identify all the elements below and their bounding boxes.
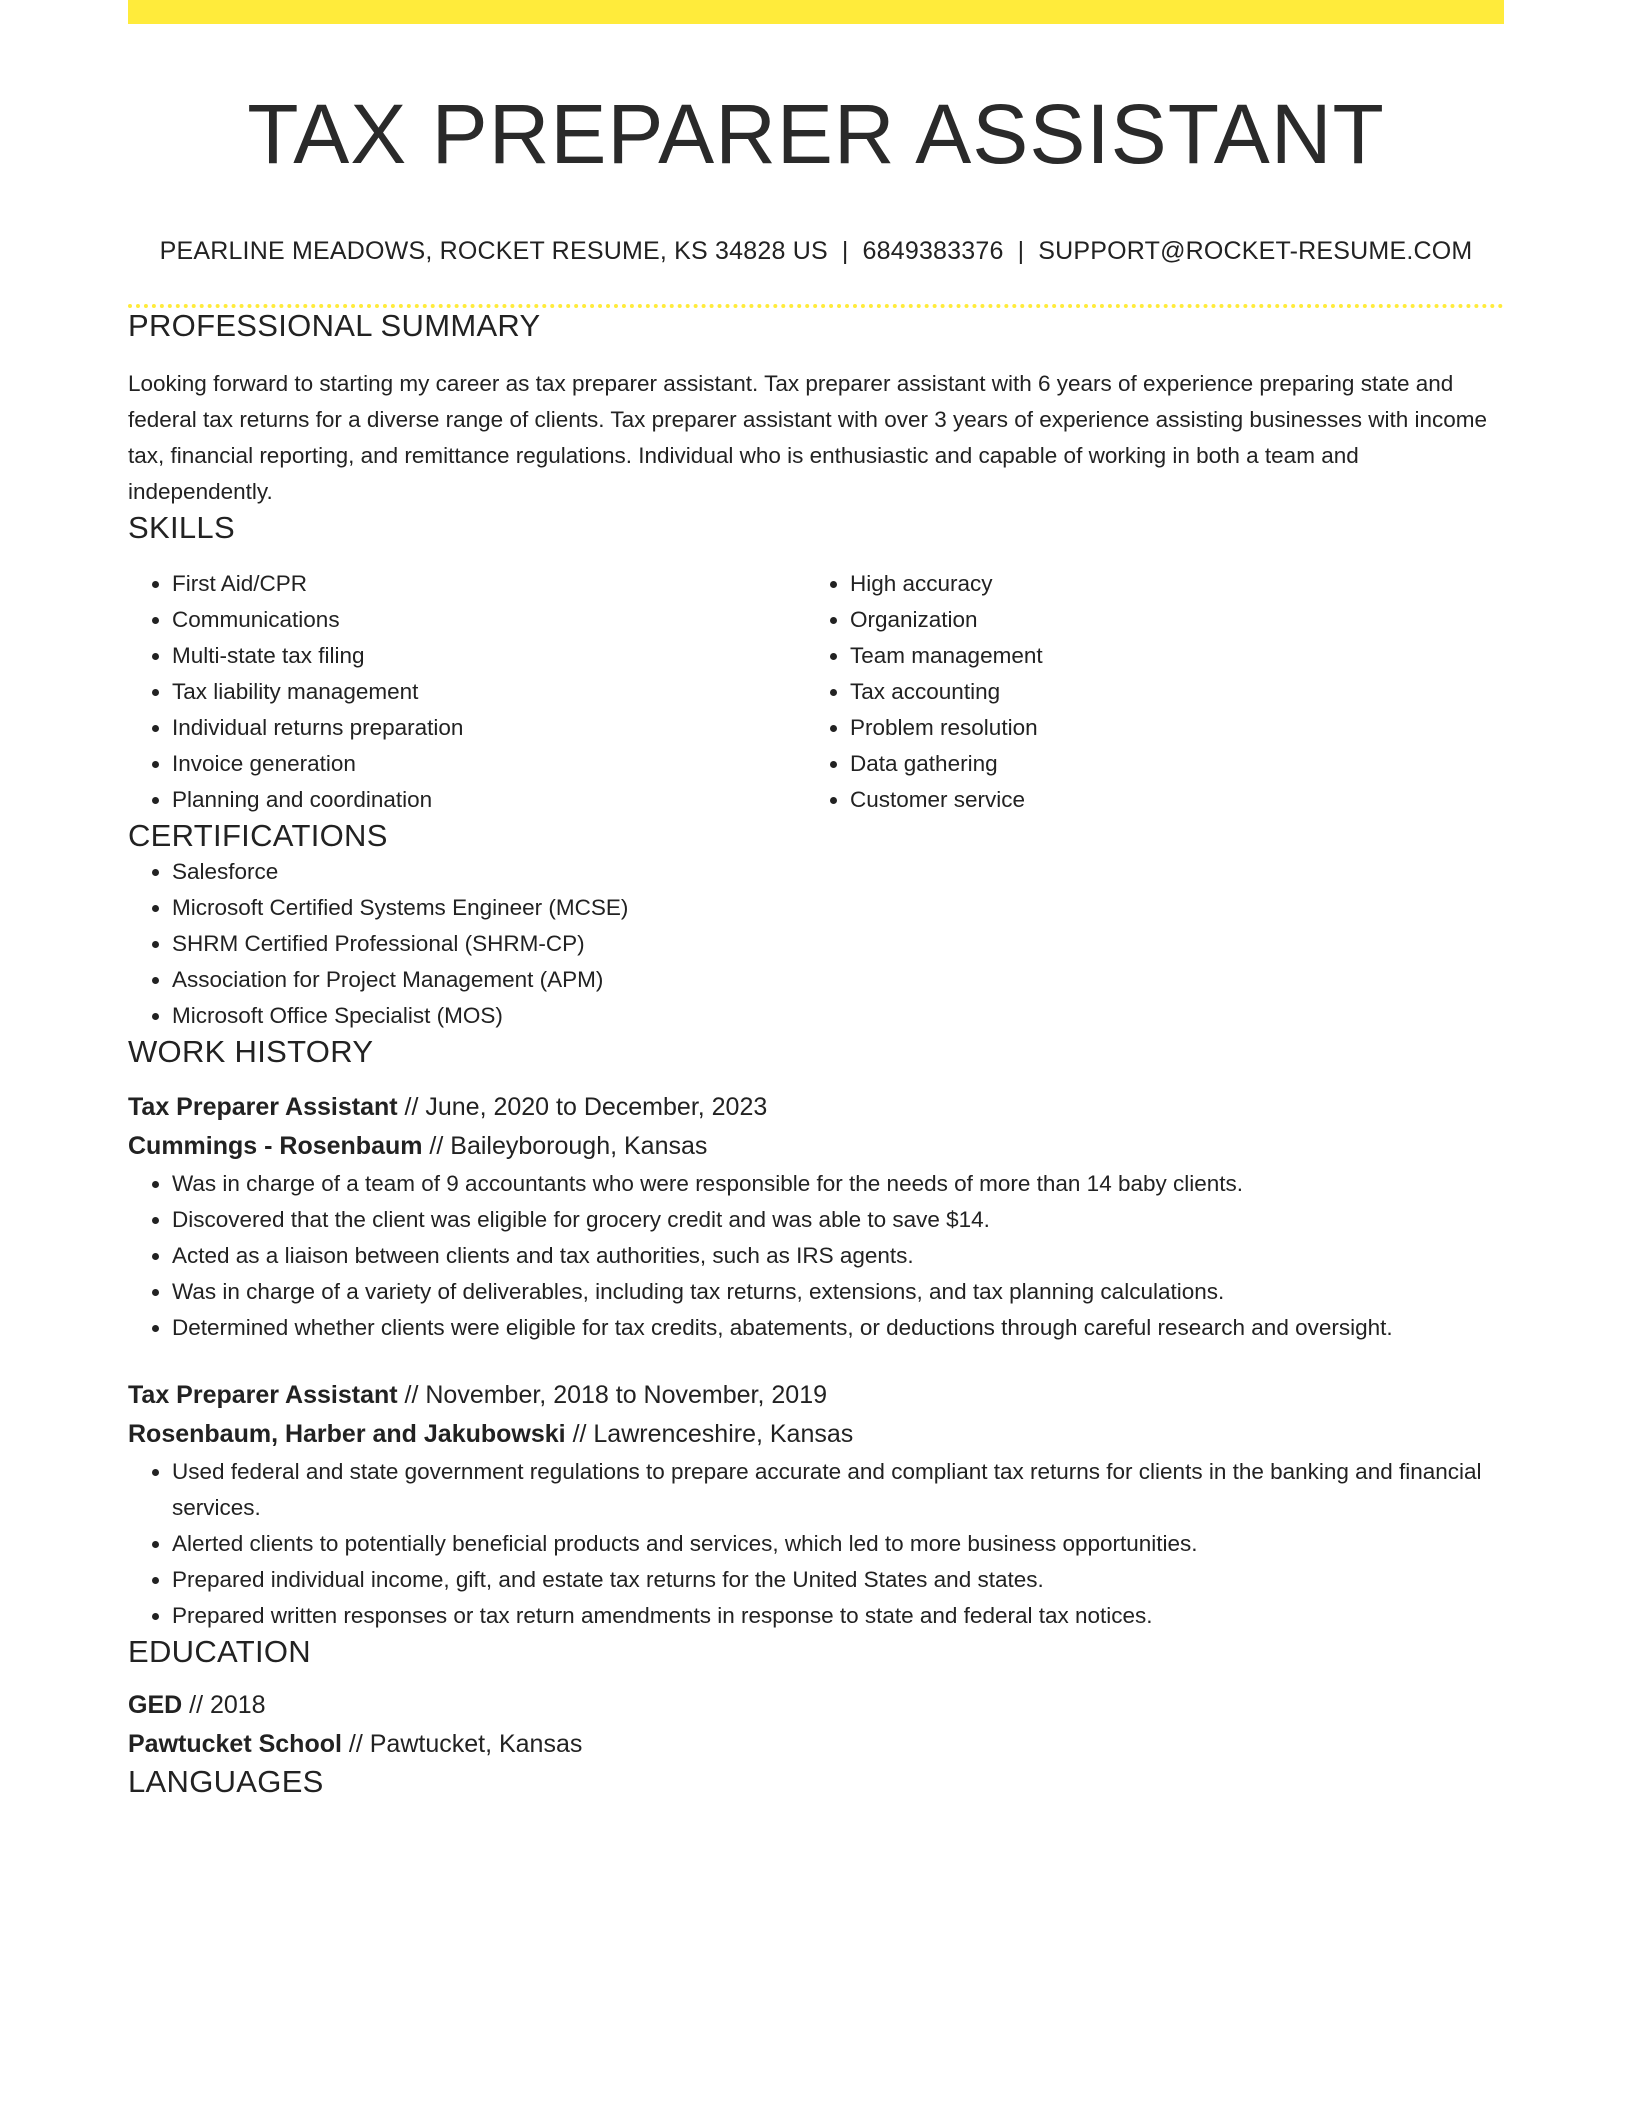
job-bullets <box>128 1454 1504 1634</box>
contact-line <box>128 237 1504 266</box>
certification-item: • Microsoft Certified Systems Engineer (MCSE) <box>172 890 1504 926</box>
job-title-line <box>128 1088 1504 1127</box>
job-company-line <box>128 1127 1504 1166</box>
resume-page <box>128 0 1504 1800</box>
education-entry <box>128 1686 1504 1764</box>
skill-item: • Team management <box>850 638 1484 674</box>
certification-item: • Microsoft Office Specialist (MOS) <box>172 998 1504 1034</box>
skill-item: • Tax accounting <box>850 674 1484 710</box>
job-bullet: • Discovered that the client was eligible for grocery credit and was able to save $14. <box>172 1202 1504 1238</box>
top-accent-bar <box>128 0 1504 24</box>
work-history-heading: WORK HISTORY <box>128 1033 374 1069</box>
job-bullet: • Alerted clients to potentially beneficial products and services, which led to more business opportunities. <box>172 1526 1504 1562</box>
certification-item: • SHRM Certified Professional (SHRM-CP) <box>172 926 1504 962</box>
job-bullet: • Prepared individual income, gift, and estate tax returns for the United States and states. <box>172 1562 1504 1598</box>
contact-separator: | <box>841 236 849 265</box>
skill-item: • Communications <box>172 602 806 638</box>
job-location: // Lawrenceshire, Kansas <box>565 1419 854 1448</box>
job-title: Tax Preparer Assistant <box>128 1380 398 1409</box>
skills-list-left <box>128 566 806 818</box>
certification-item: • Association for Project Management (APM) <box>172 962 1504 998</box>
certifications-list <box>128 854 1504 1034</box>
job-bullet: • Acted as a liaison between clients and tax authorities, such as IRS agents. <box>172 1238 1504 1274</box>
job-entry <box>128 1376 1504 1634</box>
job-bullet: • Was in charge of a team of 9 accountants who were responsible for the needs of more than 14 baby clients. <box>172 1166 1504 1202</box>
job-location: // Baileyborough, Kansas <box>422 1131 708 1160</box>
job-title-line <box>128 1376 1504 1415</box>
education-school-line <box>128 1725 1504 1764</box>
languages-heading: LANGUAGES <box>128 1763 324 1799</box>
job-bullet: • Prepared written responses or tax return amendments in response to state and federal tax notices. <box>172 1598 1504 1634</box>
education-year: // 2018 <box>182 1690 266 1719</box>
skill-item: • Data gathering <box>850 746 1484 782</box>
job-bullet: • Used federal and state government regulations to prepare accurate and compliant tax returns for clients in the banking and financial services. <box>172 1454 1504 1526</box>
job-company: Cummings - Rosenbaum <box>128 1131 423 1160</box>
skill-item: • First Aid/CPR <box>172 566 806 602</box>
contact-email[interactable]: SUPPORT@ROCKET-RESUME.COM <box>1038 236 1473 265</box>
skills-list-right <box>806 566 1484 818</box>
skill-item: • Planning and coordination <box>172 782 806 818</box>
contact-phone[interactable]: 6849383376 <box>862 236 1004 265</box>
skills-column-right <box>806 566 1484 818</box>
education-heading: EDUCATION <box>128 1633 311 1669</box>
skills-heading: SKILLS <box>128 509 235 545</box>
job-entry <box>128 1088 1504 1346</box>
skill-item: • Multi-state tax filing <box>172 638 806 674</box>
skill-item: • Invoice generation <box>172 746 806 782</box>
job-bullets <box>128 1166 1504 1346</box>
job-company: Rosenbaum, Harber and Jakubowski <box>128 1419 566 1448</box>
skill-item: • Individual returns preparation <box>172 710 806 746</box>
skills-column-left <box>128 566 806 818</box>
job-bullet: • Was in charge of a variety of deliverables, including tax returns, extensions, and tax planning calculations. <box>172 1274 1504 1310</box>
job-dates: // June, 2020 to December, 2023 <box>397 1092 768 1121</box>
contact-address: PEARLINE MEADOWS, ROCKET RESUME, KS 34828 US <box>159 236 828 265</box>
skill-item: • Organization <box>850 602 1484 638</box>
job-bullet: • Determined whether clients were eligible for tax credits, abatements, or deductions through careful research and oversight. <box>172 1310 1504 1346</box>
skill-item: • Tax liability management <box>172 674 806 710</box>
job-company-line <box>128 1415 1504 1454</box>
education-degree: GED <box>128 1690 183 1719</box>
skill-item: • High accuracy <box>850 566 1484 602</box>
contact-separator: | <box>1017 236 1025 265</box>
education-location: // Pawtucket, Kansas <box>341 1729 583 1758</box>
education-school: Pawtucket School <box>128 1729 342 1758</box>
job-dates: // November, 2018 to November, 2019 <box>397 1380 827 1409</box>
education-degree-line <box>128 1686 1504 1725</box>
summary-text: Looking forward to starting my career as tax preparer assistant. Tax preparer assistant with 6 years of experience preparing state and federal tax returns for a diverse range of clients. Tax preparer assistant with over 3 years of experience assisting businesses with income tax, financial reporting, and remittance regulations. Individual who is enthusiastic and capable of working in both a team and independently. <box>128 370 1487 504</box>
certifications-heading: CERTIFICATIONS <box>128 817 388 853</box>
resume-title: TAX PREPARER ASSISTANT <box>247 87 1385 181</box>
summary-heading: PROFESSIONAL SUMMARY <box>128 307 541 343</box>
skills-columns <box>128 566 1504 818</box>
skill-item: • Problem resolution <box>850 710 1484 746</box>
skill-item: • Customer service <box>850 782 1484 818</box>
job-title: Tax Preparer Assistant <box>128 1092 398 1121</box>
certification-item: • Salesforce <box>172 854 1504 890</box>
